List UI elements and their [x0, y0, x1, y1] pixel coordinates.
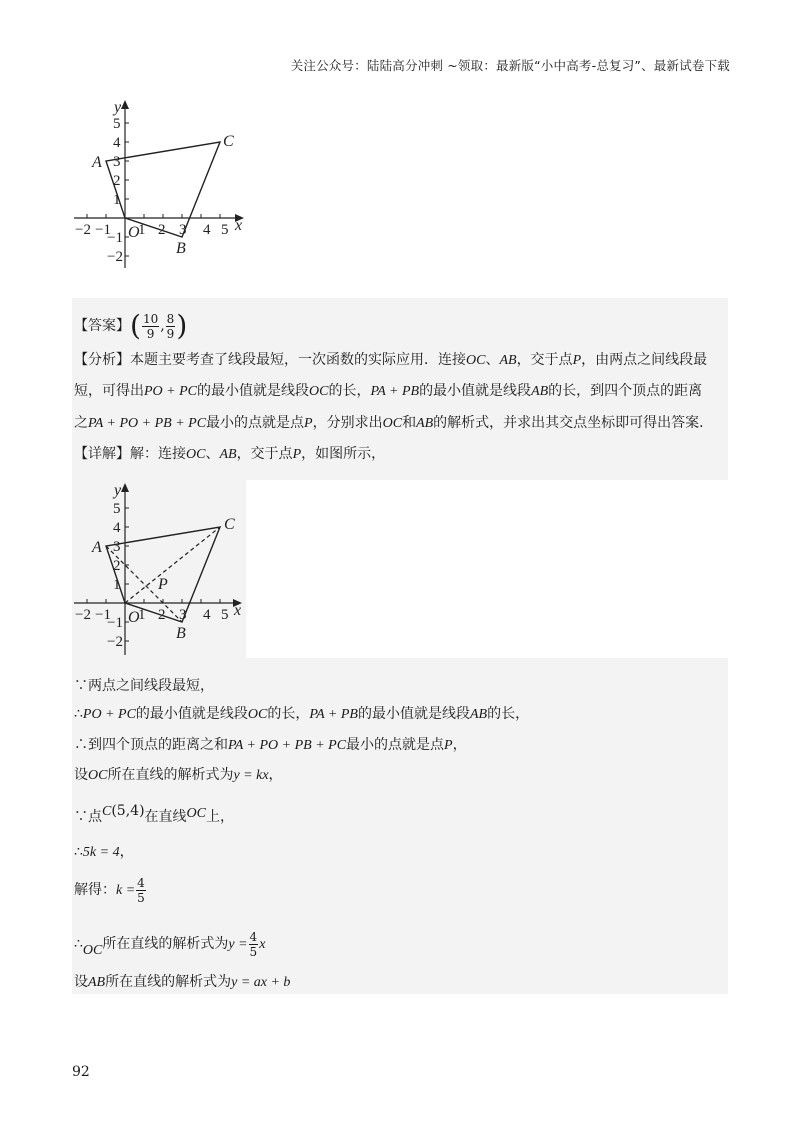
x-tick: 5: [221, 222, 229, 238]
y-tick: −1: [107, 230, 123, 246]
x-tick: −2: [75, 222, 91, 238]
page-number: 92: [72, 1064, 90, 1080]
step-3: ∴到四个顶点的距离之和PA + PO + PB + PC最小的点就是点P，: [74, 737, 467, 753]
analysis-line-1: 【分析】本题主要考查了线段最短，一次函数的实际应用．连接OC、AB，交于点P，由两点之间线段最: [74, 352, 708, 368]
x-tick: 4: [203, 222, 211, 238]
x-axis-label: x: [235, 217, 243, 234]
point-a-label: A: [92, 154, 102, 171]
x-tick: 2: [158, 607, 166, 623]
answer-line: 【答案】( $\frac{10}{9}$ , $\frac{8}{9}$ ): [74, 309, 188, 342]
x-tick: −1: [95, 222, 111, 238]
step-1: ∵两点之间线段最短，: [74, 678, 214, 694]
step-4: 设OC所在直线的解析式为y = kx，: [74, 767, 283, 783]
answer-fraction-x: $\frac{10}{9}$: [142, 311, 159, 341]
analysis-line-3: 之PA + PO + PB + PC最小的点就是点P，分别求出OC和AB的解析式，并求出其交点坐标即可得出答案．: [74, 415, 714, 431]
y-tick: 1: [113, 577, 121, 593]
y-axis-label: y: [114, 482, 122, 499]
x-tick: 4: [203, 607, 211, 623]
step-9: 设AB所在直线的解析式为y = ax + b: [74, 974, 291, 990]
detail-line: 【详解】解：连接OC、AB，交于点P，如图所示，: [74, 446, 386, 462]
y-tick: 1: [113, 192, 121, 208]
point-c-label: C: [224, 516, 235, 533]
x-tick: 3: [179, 222, 187, 238]
x-tick: 1: [138, 607, 146, 623]
x-axis-label: x: [234, 602, 242, 619]
point-a-label: A: [92, 539, 102, 556]
point-b-label: B: [176, 625, 186, 642]
origin-label: O: [128, 224, 140, 241]
x-tick: 5: [221, 607, 229, 623]
origin-label: O: [128, 609, 140, 626]
step-2: ∴PO + PC的最小值就是线段OC的长，PA + PB的最小值就是线段AB的长，: [74, 706, 530, 722]
x-tick: 1: [138, 222, 146, 238]
x-tick: −2: [75, 607, 91, 623]
y-tick: −2: [107, 249, 123, 265]
y-tick: 5: [113, 501, 121, 517]
y-tick: 2: [113, 173, 121, 189]
x-tick: 2: [158, 222, 166, 238]
x-tick: −1: [95, 607, 111, 623]
coordinate-figure-1: [72, 98, 248, 270]
y-tick: −2: [107, 634, 123, 650]
point-b-label: B: [176, 240, 186, 257]
y-tick: 4: [113, 135, 121, 151]
step-7: 解得：k = $\frac{4}{5}$: [74, 875, 145, 905]
y-tick: 5: [113, 116, 121, 132]
y-tick: −1: [107, 615, 123, 631]
y-axis-label: y: [114, 99, 122, 116]
y-tick: 3: [113, 539, 121, 555]
point-p-label: P: [158, 576, 168, 593]
y-tick: 2: [113, 558, 121, 574]
step-8: ∴OC所在直线的解析式为y = $\frac{4}{5}$ x: [74, 929, 266, 959]
analysis-line-2: 短，可得出PO + PC的最小值就是线段OC的长，PA + PB的最小值就是线段AB的长，到四个顶点的距离: [74, 383, 703, 399]
x-tick: 3: [179, 607, 187, 623]
coordinate-figure-2: [72, 479, 246, 658]
step-5: ∵点C(5,4)在直线OC上，: [74, 803, 234, 825]
page-header: 关注公众号：陆陆高分冲刺 ~领取：最新版“小中高考-总复习”、最新试卷下载: [290, 58, 730, 73]
point-c-label: C: [223, 133, 234, 150]
step-6: ∴5k = 4，: [74, 844, 134, 860]
y-tick: 3: [113, 154, 121, 170]
y-tick: 4: [113, 520, 121, 536]
answer-fraction-y: $\frac{8}{9}$: [166, 311, 175, 341]
